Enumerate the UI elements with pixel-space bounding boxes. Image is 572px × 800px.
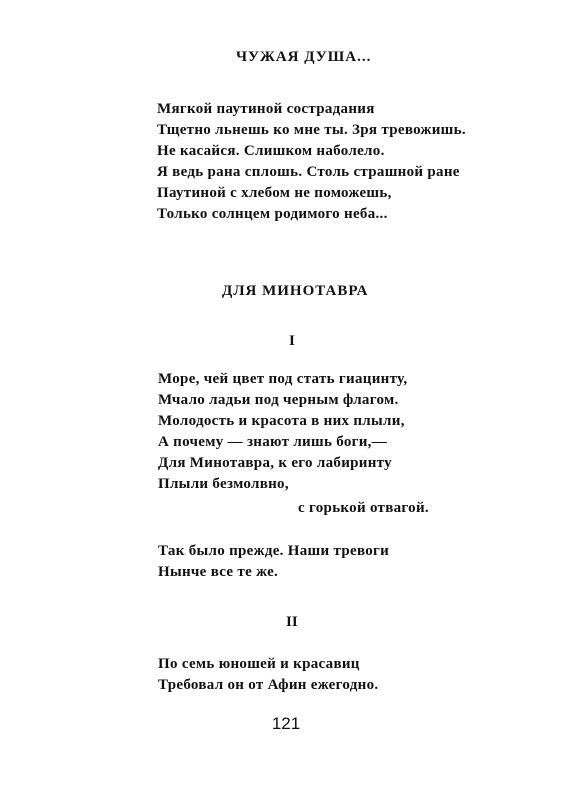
poem1-stanza — [157, 99, 466, 225]
poem-line-indented: с горькой отвагой. — [298, 500, 429, 516]
poem-line: Паутиной с хлебом не поможешь, — [157, 185, 392, 201]
poem2-part1-stanza1 — [158, 369, 407, 495]
poem2-part1-stanza2 — [158, 541, 389, 583]
poem-line: Для Минотавра, к его лабиринту — [158, 455, 392, 471]
poem-line: А почему — знают лишь боги,— — [158, 434, 388, 450]
poem-line: Море, чей цвет под стать гиацинту, — [158, 371, 408, 387]
poem-line: Так было прежде. Наши тревоги — [158, 543, 390, 559]
poem-line: Молодость и красота в них плыли, — [158, 413, 405, 429]
poem-line: Нынче все те же. — [158, 564, 279, 580]
poem-line: Мчало ладьи под черным флагом. — [158, 392, 399, 408]
poem-line: По семь юношей и красавиц — [158, 656, 360, 672]
poem-line: Тщетно льнешь ко мне ты. Зря тревожишь. — [157, 122, 466, 138]
poem-line: Мягкой паутиной сострадания — [157, 101, 375, 117]
poem-title-dlya-minotavra: ДЛЯ МИНОТАВРА — [222, 283, 369, 299]
poem-line: Плыли безмолвно, — [158, 476, 289, 492]
poem-line: Не касайся. Слишком наболело. — [157, 143, 385, 159]
poem2-part2-stanza1 — [158, 654, 378, 696]
section-numeral-2: II — [286, 614, 298, 630]
page-number: 121 — [271, 714, 301, 733]
poem-line: Требовал он от Афин ежегодно. — [158, 677, 379, 693]
poem-title-chuzhaya-dusha: ЧУЖАЯ ДУША... — [236, 49, 372, 65]
poem-line: Я ведь рана сплошь. Столь страшной ране — [157, 164, 460, 180]
section-numeral-1: I — [289, 333, 295, 349]
poem-line: Только солнцем родимого неба... — [157, 206, 388, 222]
